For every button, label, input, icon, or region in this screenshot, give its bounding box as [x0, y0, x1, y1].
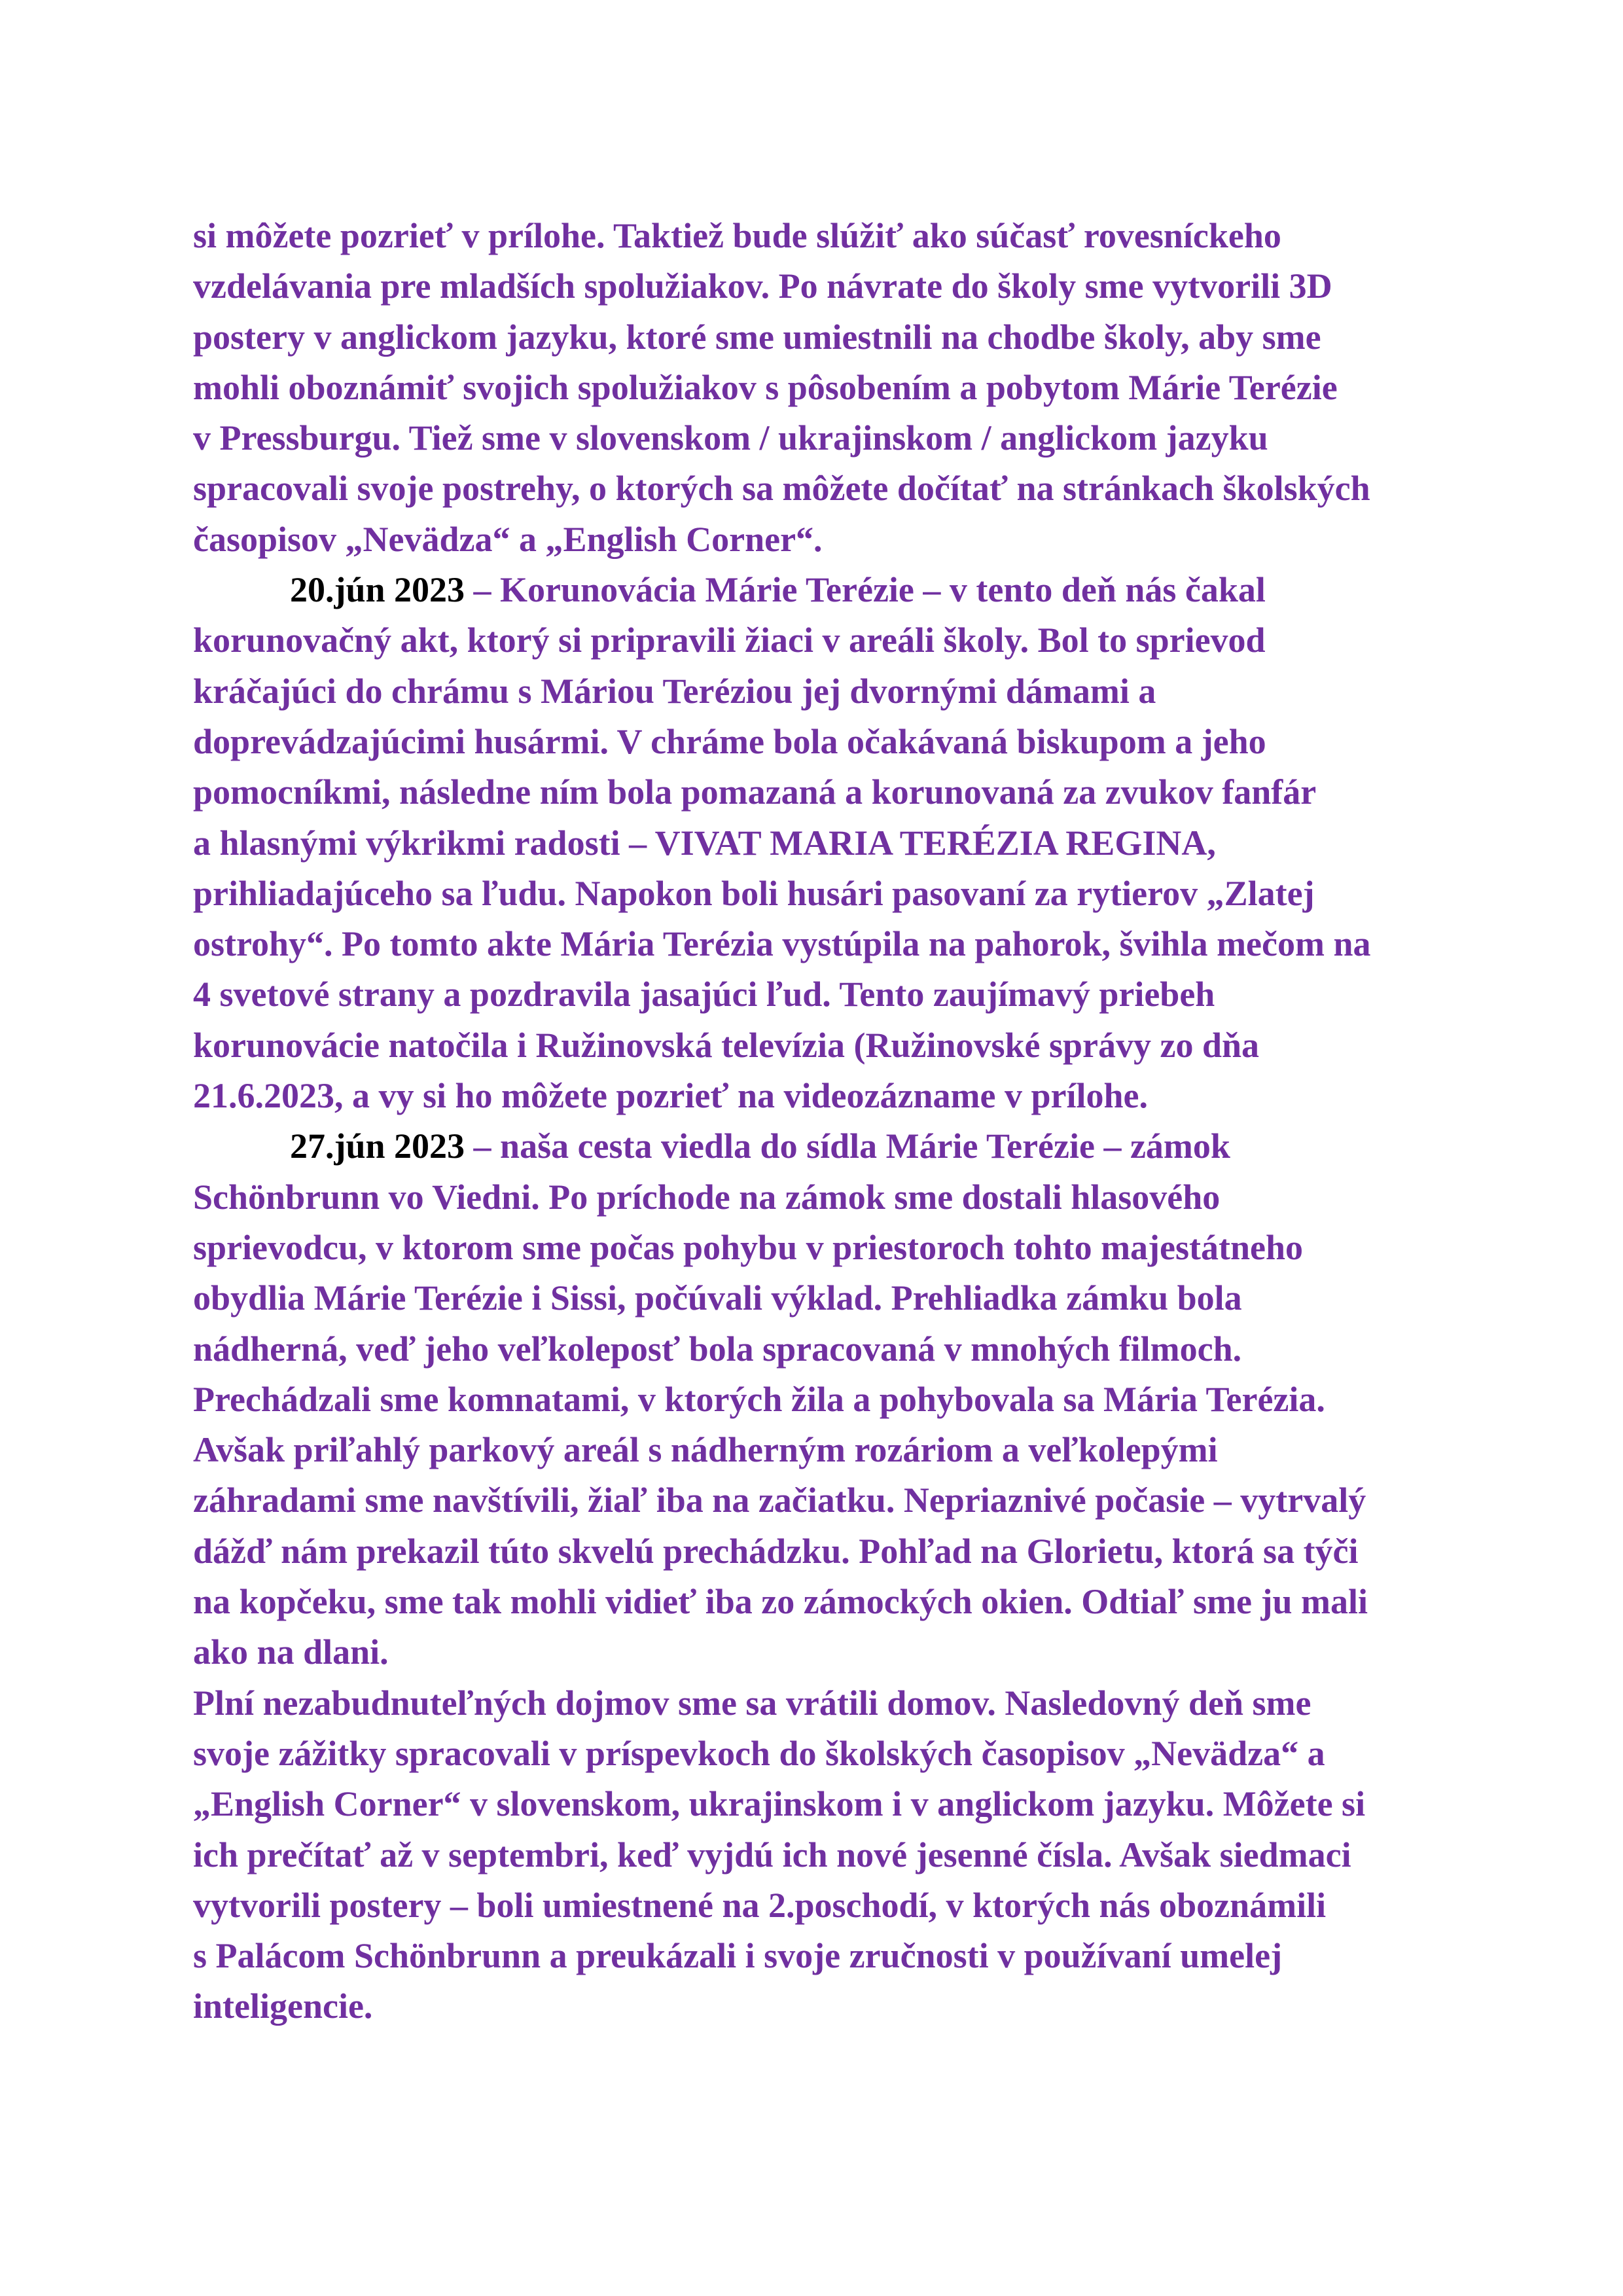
- text-line: mohli oboznámiť svojich spolužiakov s pôsobením a pobytom Márie Terézie: [193, 367, 1338, 407]
- event-date: 27.jún 2023: [290, 1126, 465, 1166]
- text-line: dážď nám prekazil túto skvelú prechádzku. Pohľad na Glorietu, ktorá sa týči: [193, 1531, 1359, 1571]
- text-line: ako na dlani.: [193, 1632, 389, 1672]
- text-line: Avšak priľahlý parkový areál s nádherným rozáriom a veľkolepými: [193, 1430, 1218, 1470]
- text-line: nádherná, veď jeho veľkoleposť bola spracovaná v mnohých filmoch.: [193, 1329, 1242, 1369]
- section-heading-line: [193, 565, 1495, 615]
- text-line: „English Corner“ v slovenskom, ukrajinskom i v anglickom jazyku. Môžete si: [193, 1784, 1366, 1824]
- text-line: postery v anglickom jazyku, ktoré sme umiestnili na chodbe školy, aby sme: [193, 317, 1321, 357]
- text-line: v Pressburgu. Tiež sme v slovenskom / ukrajinskom / anglickom jazyku: [193, 418, 1268, 458]
- text-line: 4 svetové strany a pozdravila jasajúci ľud. Tento zaujímavý priebeh: [193, 975, 1215, 1014]
- text-line: vytvorili postery – boli umiestnené na 2.poschodí, v ktorých nás oboznámili: [193, 1885, 1327, 1925]
- text-line: svoje zážitky spracovali v príspevkoch do školských časopisov „Nevädza“ a: [193, 1733, 1325, 1773]
- section-heading-text: – naša cesta viedla do sídla Márie Terézie – zámok: [465, 1126, 1230, 1166]
- section-heading-line: [193, 1121, 1495, 1172]
- text-line: si môžete pozrieť v prílohe. Taktiež bude slúžiť ako súčasť rovesníckeho: [193, 216, 1281, 255]
- section-heading-text: – Korunovácia Márie Terézie – v tento deň nás čakal: [465, 570, 1266, 610]
- text-line: korunovačný akt, ktorý si pripravili žiaci v areáli školy. Bol to sprievod: [193, 620, 1266, 660]
- text-line: kráčajúci do chrámu s Máriou Teréziou jej dvornými dámami a: [193, 671, 1156, 711]
- event-date: 20.jún 2023: [290, 570, 465, 610]
- text-line: ostrohy“. Po tomto akte Mária Terézia vystúpila na pahorok, švihla mečom na: [193, 924, 1371, 964]
- text-line: vzdelávania pre mladších spolužiakov. Po návrate do školy sme vytvorili 3D: [193, 266, 1332, 306]
- text-line: Schönbrunn vo Viedni. Po príchode na zámok sme dostali hlasového: [193, 1177, 1221, 1217]
- text-line: korunovácie natočila i Ružinovská televízia (Ružinovské správy zo dňa: [193, 1025, 1260, 1065]
- text-line: doprevádzajúcimi husármi. V chráme bola očakávaná biskupom a jeho: [193, 721, 1266, 761]
- text-line: na kopčeku, sme tak mohli vidieť iba zo zámockých okien. Odtiaľ sme ju mali: [193, 1582, 1368, 1622]
- text-line: 21.6.2023, a vy si ho môžete pozrieť na videozázname v prílohe.: [193, 1076, 1148, 1116]
- text-line: Plní nezabudnuteľných dojmov sme sa vrátili domov. Nasledovný deň sme: [193, 1683, 1311, 1723]
- text-line: s Palácom Schönbrunn a preukázali i svoje zručnosti v používaní umelej: [193, 1936, 1283, 1976]
- text-line: sprievodcu, v ktorom sme počas pohybu v priestoroch tohto majestátneho: [193, 1227, 1304, 1267]
- text-line: pomocníkmi, následne ním bola pomazaná a korunovaná za zvukov fanfár: [193, 772, 1317, 812]
- text-line: Prechádzali sme komnatami, v ktorých žila a pohybovala sa Mária Terézia.: [193, 1379, 1325, 1419]
- article-text: [193, 211, 1495, 2032]
- text-line: časopisov „Nevädza“ a „English Corner“.: [193, 519, 823, 559]
- text-line: spracovali svoje postrehy, o ktorých sa môžete dočítať na stránkach školských: [193, 469, 1370, 509]
- text-line: a hlasnými výkrikmi radosti – VIVAT MARIA TERÉZIA REGINA,: [193, 823, 1216, 863]
- text-line: prihliadajúceho sa ľudu. Napokon boli husári pasovaní za rytierov „Zlatej: [193, 873, 1315, 913]
- text-line: inteligencie.: [193, 1986, 373, 2026]
- text-line: ich prečítať až v septembri, keď vyjdú ich nové jesenné čísla. Avšak siedmaci: [193, 1835, 1351, 1874]
- text-line: záhradami sme navštívili, žiaľ iba na začiatku. Nepriaznivé počasie – vytrvalý: [193, 1480, 1366, 1520]
- text-line: obydlia Márie Terézie i Sissi, počúvali výklad. Prehliadka zámku bola: [193, 1278, 1242, 1318]
